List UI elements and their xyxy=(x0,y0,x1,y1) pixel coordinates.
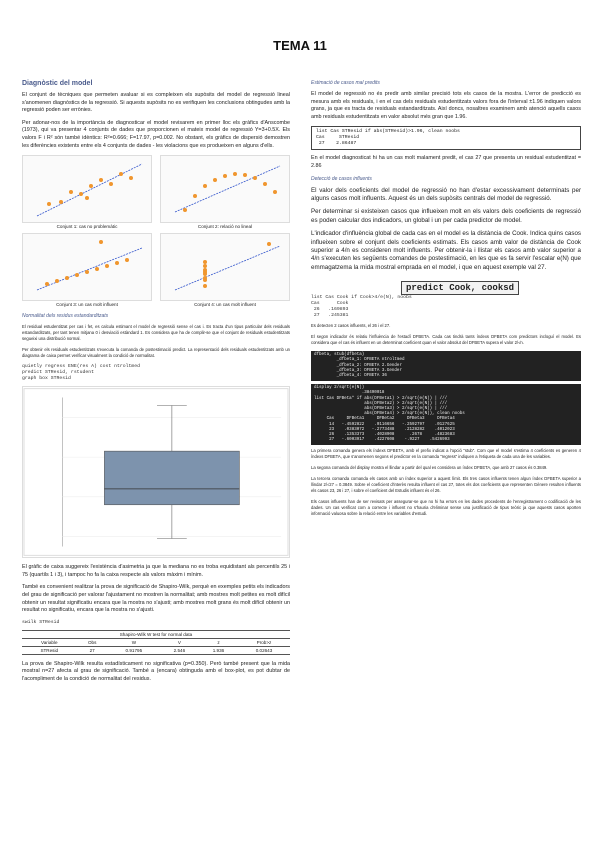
paragraph: Per obtenir els residuals estudentitzats s'executa la comanda de postestimació predict. La representació dels residuals estudentitzats amb un diagrama de caixa permet verificar visualment la condició de normalitat. xyxy=(22,347,290,359)
code-command: list Cas Cook if Cook>4/e(N), noobs xyxy=(311,295,412,301)
section-heading-diagnostic: Diagnòstic del model xyxy=(22,80,93,87)
code-block xyxy=(311,126,581,150)
paragraph: Per determinar si existeixen casos que influeixen molt en els valors dels coeficients de regressió es poden calcular dos indicadors, un global i un per cada predictor de model. xyxy=(311,208,581,224)
paragraph: El conjunt de tècniques que permeten avaluar si es compleixen els supòsits del model de regressió lineal s'anomenen diagnòstics de la regressió. Si aquests supòsits no es verifiquen les conclusions obtingudes amb la regressió poden ser errònies. xyxy=(22,92,290,114)
section-heading-influential: Detecció de casos influents xyxy=(311,175,372,182)
table-header: Variable xyxy=(22,638,77,646)
page-title: TEMA 11 xyxy=(273,38,327,53)
table-header: Obs xyxy=(77,638,108,646)
stata-command-highlight: predict Cook, cooksd xyxy=(401,281,519,295)
table-cell: 1.936 xyxy=(199,646,238,654)
paragraph: L'indicador d'influència global de cada cas en el model es la distància de Cook. Indica quins casos influeixen sobre el conjunt dels coeficients estimats. Els casos amb valor de distància de Cook superior a 4/n es consideren molt influents. Per obtenir-la i llistar els casos amb valor superior a 4/n s'executen les següents comandes de postestimació, en les que es fa servir l'escalar e(N) que emmagatzema la mida mostral emprada en el model, i que en aquest exemple val 27. xyxy=(311,230,581,271)
paragraph: La primera comanda genera els índexs DFBETA, amb el prefix indicat a l'opció "stub". Com que el model s'estima 4 coeficients es generen 4 índexs DFBETA, que s'anomenen segons el predictor en la comanda "regress" indiquen a l'etiqueta de cada una de les variables. xyxy=(311,448,581,460)
table-header: W xyxy=(108,638,160,646)
anscombe-plots xyxy=(22,155,290,307)
left-column xyxy=(22,80,290,689)
paragraph: Per adonar-nos de la importància de diagnosticar el model revisarem en primer lloc els gràfics d'Anscombe (1973), qui va presentar 4 conjunts de dades que proporcionen el mateix model de regressió Y=3+0.5X. Els valors F i R² són també idèntics: R²=0.666; F=17.97, p=0.002. No obstant, els gràfics de dispersió demostren les diferències existents entre els 4 conjunts de dades - les violacions que es produeixen en alguns d'ells. xyxy=(22,119,290,149)
paragraph: També es convenient realitzar la prova de significació de Shapiro-Wilk, perquè en exemples petits els indicadors del grau de significació per valorar l'ajustament no mostren la normalitat; amb mostres molt petites es molt difícil obtenir un resultat significatiu encara que la mostra no s'ajusti; amb mostres molt grans és molt difícil obtenir un resultat no significatiu, encara que la mostra no s'ajusti. xyxy=(22,584,290,614)
paragraph: El valor dels coeficients del model de regressió no han d'estar excessivament determinats per alguns casos molt influents. Aquest és un dels supòsits centrals del model de regressió. xyxy=(311,186,581,202)
code-output: Cas STResid 27 2.86487 xyxy=(316,135,360,147)
right-column xyxy=(311,80,581,522)
paragraph: La tercera comanda comanda els casos amb un índex superior a aquest límit. Els tres casos influents tenen algun índex DFBETA superior a llindar 2/√27 = 0.3849. Sobre el coeficient d'interès resulta influent el cas 27, totes els dos coeficients que representen Gènere resulten influents els casos 23, 26 i 27, i sobre el coeficient del Estudis influent és el 26. xyxy=(311,476,581,494)
anscombe-plot-2 xyxy=(160,155,290,229)
table-row xyxy=(22,646,290,654)
table-cell: 0.02643 xyxy=(238,646,290,654)
scatter-plot-icon xyxy=(161,156,289,222)
paragraph: El model de regressió no és predir amb similar precisió tots els casos de la mostra. L'error de predicció es mesura amb els residuals, i en el cas dels residuals estudentitzats valors fora de l'interval ±1.96 indiquen valors grans, ja que es tracta de residuals estandarditzats. Així doncs, nosaltres examinem amb atenció aquells casos amb residuals estudentitzats en valor absolut més gran que 1.96. xyxy=(311,91,581,120)
table-header: z xyxy=(199,638,238,646)
table-title: Shapiro-Wilk W test for normal data xyxy=(22,630,290,638)
dfbeta-list-output: display 2/sqrt(e(N)) .38490018 list Cas DFBeta* if abs(DFBeta1) > 2/sqrt(e(N)) | /// abs(DFBeta2) > 2/sqrt(e(N)) | /// abs(DFBeta3) > 2/sqrt(e(N)) | /// abs(DFBeta4) > 2/sqrt(e(N)), clean noobs Cas DFBeta1 DFBeta2 DFBeta3 DFBeta4 14 -.4592822 .0116656 -.2592797 .0127625 23 .0383072 -.2773488 .2128282 .4012023 26 .1353373 .4028908 .2678 .4823683 27 -.6003917 .4227608 -.9227 .5426993 xyxy=(311,384,581,445)
scatter-plot-icon xyxy=(161,234,289,300)
code-output: Cas Cook 26 .169893 27 .245381 xyxy=(311,301,349,319)
code-command: list Cas STResid if abs(STResid)>1.96, clean noobs xyxy=(316,129,460,135)
shapiro-wilk-table xyxy=(22,630,290,655)
box-plot xyxy=(22,386,290,558)
paragraph: Els casos influents han de ser revisats per assegurar-se que no hi ha errors en les dades procedents de l'enregistrament o codificació de les dades. Un cas verificat com a correcte i influent no s'hauria d'eliminar sense una justificació de tipus teòric ja que aquests casos aporten informació valuosa sobre la relació entre les variables d'estudi. xyxy=(311,499,581,517)
anscombe-plot-4 xyxy=(160,233,290,307)
section-heading-mispredicted: Estimació de casos mal predits xyxy=(311,80,380,86)
code-block xyxy=(311,295,581,319)
boxplot-chart-icon xyxy=(23,387,289,557)
table-cell: 2.546 xyxy=(160,646,199,654)
scatter-plot-icon xyxy=(23,234,151,300)
code-block: quietly regress ENE(res A) cost ntroltmed predict STResid, rstudent graph box STResid xyxy=(22,364,141,382)
dfbeta-output: dfbeta, stub(dfbeta) _dfbeta_1: DFBETA ntroltmed _dfbeta_2: DFBETA 2.Gender _dfbeta_3: DFBETA 3.Gender _dfbeta_4: DFBETA 36 xyxy=(311,351,581,381)
plot-caption: Conjunt 2: relació no lineal xyxy=(197,224,253,230)
paragraph: Es detecten 2 casos influents, el 26 i el 27. xyxy=(311,323,391,329)
section-heading-normality: Normalitat dels residus estandarditzats xyxy=(22,313,109,320)
table-header-row xyxy=(22,638,290,646)
paragraph: El residual estudentitzat per cas i fet, es calcula estimant el model de regressió sense el cas i. Es tracta d'un tipus particular dels residuals estandarditzats, per tant tenen mitjana 0 i desviació estàndard 1. Es considera que ha de complir-se que el conjunt de residuals estudentitzats segueixi una distribució normal. xyxy=(22,324,290,342)
paragraph: El gràfic de caixa suggereix l'existència d'asimetria ja que la mediana no es troba equidistant als percentils 25 i 75 (quartils 1 i 3), i tampoc ho fa la caixa respecte als valors màxim i mínim. xyxy=(22,564,290,578)
scatter-plot-icon xyxy=(23,156,151,222)
anscombe-plot-1 xyxy=(22,155,152,229)
table-header: V xyxy=(160,638,199,646)
paragraph: La segona comanda del display mostra el llindar a partir del qual es considera un índex DFBETA, que amb 27 casos és 0.3849. xyxy=(311,465,548,471)
table-header: Prob>z xyxy=(238,638,290,646)
plot-caption: Conjunt 4: un cas molt influent xyxy=(194,302,256,308)
paragraph: La prova de Shapiro-Wilk resulta estadísticament no significativa (p=0.350). Però també present que la mida mostral n=27 afecta al grau de significació. També a (encara) obtinguda amb el box-plot, es pot dubtar de l'acompliment de la condició de normalitat del residus. xyxy=(22,660,290,682)
code-swilk: swilk STResid xyxy=(22,619,60,625)
table-cell: 0.91795 xyxy=(108,646,160,654)
table-cell: STResid xyxy=(22,646,77,654)
paragraph: En el model diagnosticat hi ha un cas molt malament predit, el cas 27 que presenta un residual estudentitzat = 2.86 xyxy=(311,155,581,169)
anscombe-plot-3 xyxy=(22,233,152,307)
table-cell: 27 xyxy=(77,646,108,654)
plot-caption: Conjunt 1: cas no problemàtic xyxy=(56,224,118,230)
paragraph: El segon indicador és relatiu l'influència de l'estadí DFBETA. Cada cas tindrà tants índexs DFBETA com predictors incloguí el model. Es considera que el cas és influent en un determinat coeficient quan el valor absolut del DFBETA supera el valor 2/√n. xyxy=(311,334,581,346)
plot-caption: Conjunt 3: un cas molt influent xyxy=(56,302,118,308)
